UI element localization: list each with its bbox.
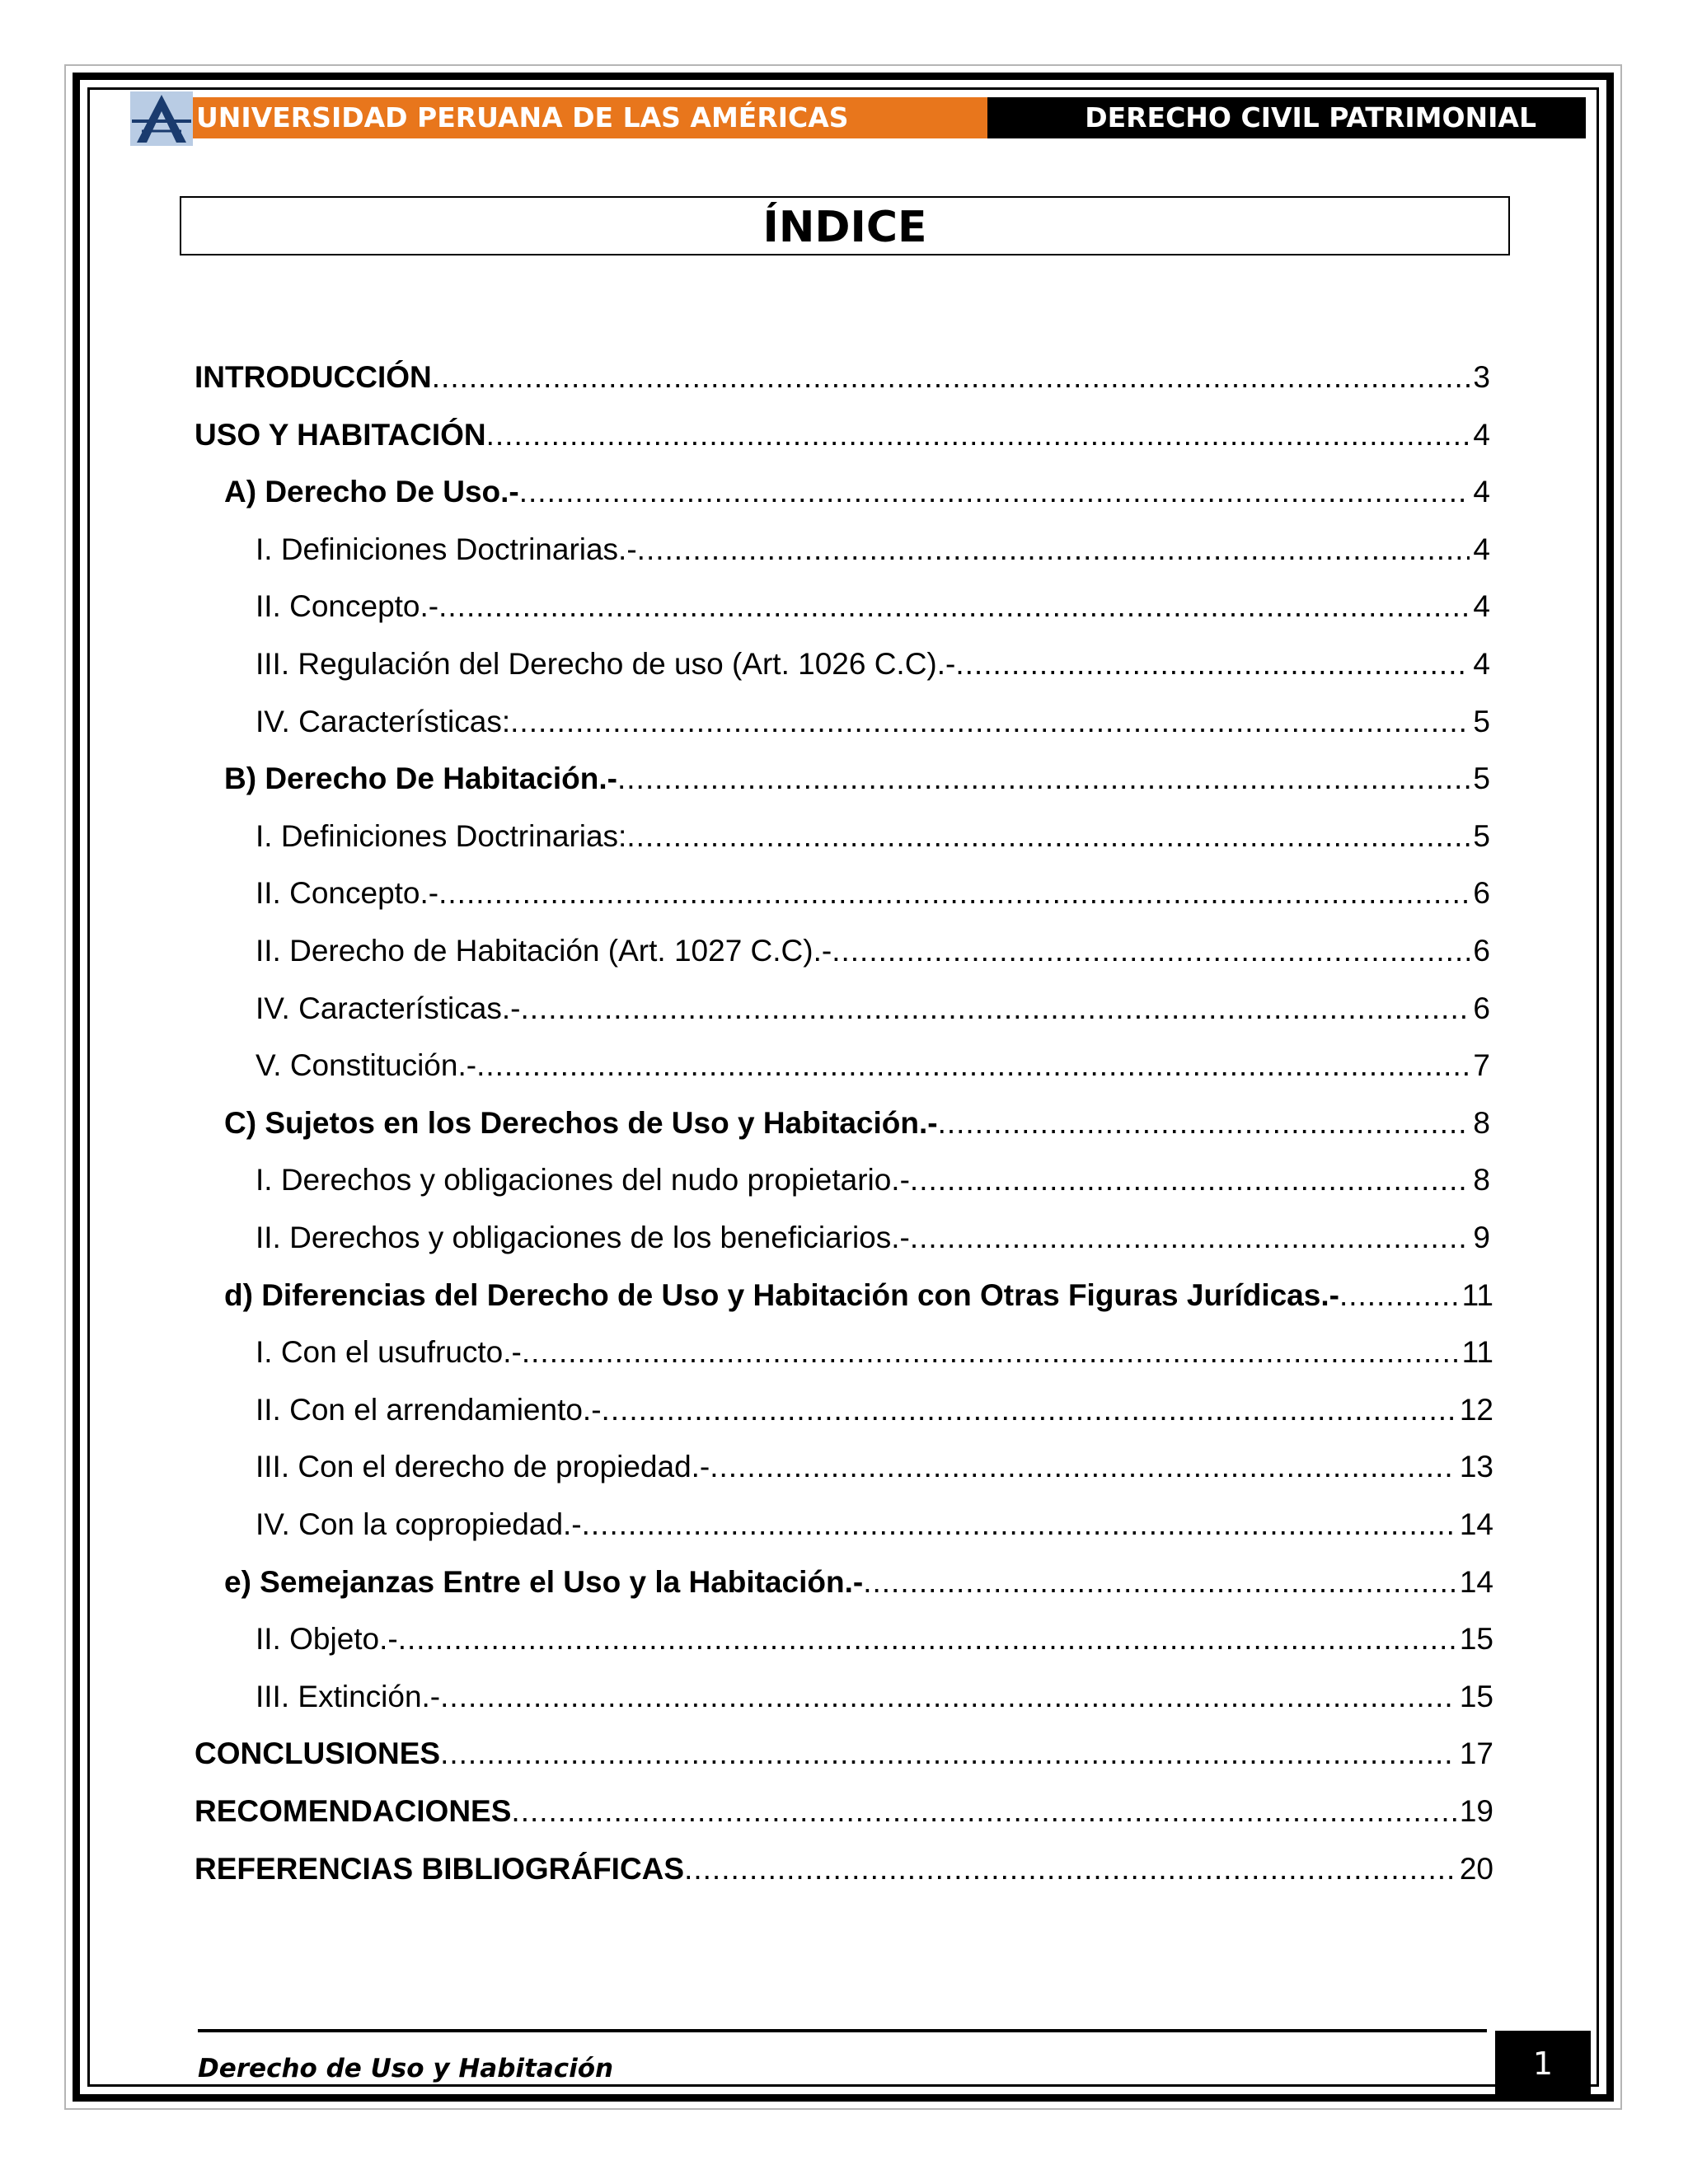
toc-entry-label: INTRODUCCIÓN xyxy=(195,360,432,394)
toc-leader-dots xyxy=(626,818,1470,855)
toc-entry xyxy=(195,338,1490,396)
header-course: DERECHO CIVIL PATRIMONIAL xyxy=(987,97,1586,138)
toc-entry-page: 6 xyxy=(1473,991,1490,1025)
toc-entry xyxy=(195,1830,1493,1887)
toc-entry-label: IV. Características.- xyxy=(256,991,521,1025)
toc-leader-dots xyxy=(617,761,1470,797)
toc-entry-label: C) Sujetos en los Derechos de Uso y Habitación.- xyxy=(224,1106,938,1140)
footer-doc-title: Derecho de Uso y Habitación xyxy=(198,2054,614,2083)
toc-entry xyxy=(256,1026,1490,1084)
header-university: UNIVERSIDAD PERUANA DE LAS AMÉRICAS xyxy=(193,97,987,138)
toc-entry-page: 3 xyxy=(1473,360,1490,394)
toc-entry-page: 13 xyxy=(1459,1450,1493,1483)
toc-entry-label: III. Regulación del Derecho de uso (Art. 1026 C.C).- xyxy=(256,647,956,681)
toc-leader-dots xyxy=(637,532,1470,568)
toc-leader-dots xyxy=(910,1220,1470,1256)
toc-entry-label: I. Definiciones Doctrinarias.- xyxy=(256,532,637,566)
toc-leader-dots xyxy=(438,875,1470,912)
page-title: ÍNDICE xyxy=(180,196,1510,255)
toc-entry xyxy=(195,396,1490,453)
toc-entry-label: IV. Con la copropiedad.- xyxy=(256,1507,582,1541)
toc-leader-dots xyxy=(432,359,1470,396)
toc-entry xyxy=(256,510,1490,568)
toc-leader-dots xyxy=(863,1564,1456,1601)
toc-entry-page: 4 xyxy=(1473,418,1490,452)
toc-entry-page: 8 xyxy=(1473,1163,1490,1197)
toc-leader-dots xyxy=(511,1793,1456,1830)
toc-leader-dots xyxy=(910,1162,1470,1198)
toc-entry-label: I. Derechos y obligaciones del nudo propietario.- xyxy=(256,1163,910,1197)
toc-leader-dots xyxy=(522,1334,1459,1371)
toc-entry-label: II. Derechos y obligaciones de los beneficiarios.- xyxy=(256,1221,910,1254)
toc-leader-dots xyxy=(938,1105,1470,1141)
toc-entry-label: d) Diferencias del Derecho de Uso y Habitación con Otras Figuras Jurídicas.- xyxy=(224,1278,1339,1312)
toc-entry xyxy=(256,912,1490,969)
toc-entry-label: II. Objeto.- xyxy=(256,1622,398,1656)
toc-entry-page: 4 xyxy=(1473,647,1490,681)
toc-entry-label: V. Constitución.- xyxy=(256,1048,477,1082)
toc-entry-page: 5 xyxy=(1473,705,1490,738)
toc-entry xyxy=(256,625,1490,682)
toc-entry-label: II. Con el arrendamiento.- xyxy=(256,1393,602,1427)
toc-entry xyxy=(195,1714,1493,1772)
toc-entry-page: 8 xyxy=(1473,1106,1490,1140)
toc-leader-dots xyxy=(440,1679,1456,1715)
toc-entry xyxy=(256,854,1490,912)
toc-entry-page: 11 xyxy=(1461,1278,1493,1312)
toc-entry-label: I. Definiciones Doctrinarias: xyxy=(256,819,627,853)
toc-leader-dots xyxy=(476,1047,1470,1084)
toc-entry-label: III. Con el derecho de propiedad.- xyxy=(256,1450,710,1483)
toc-entry-label: II. Concepto.- xyxy=(256,876,439,910)
toc-entry xyxy=(256,1313,1493,1371)
toc-entry-label: IV. Características: xyxy=(256,705,511,738)
toc-entry-label: USO Y HABITACIÓN xyxy=(195,418,486,452)
toc-leader-dots xyxy=(510,704,1470,740)
toc-leader-dots xyxy=(486,417,1470,453)
toc-entry xyxy=(256,797,1490,855)
toc-entry-page: 14 xyxy=(1459,1565,1493,1599)
toc-entry-page: 9 xyxy=(1473,1221,1490,1254)
toc-entry-label: CONCLUSIONES xyxy=(195,1736,441,1770)
toc-leader-dots xyxy=(519,474,1470,510)
toc-entry-label: RECOMENDACIONES xyxy=(195,1794,512,1828)
toc-entry xyxy=(256,682,1490,740)
toc-entry-page: 6 xyxy=(1473,934,1490,968)
toc-entry xyxy=(256,1371,1493,1428)
toc-entry-page: 4 xyxy=(1473,589,1490,623)
toc-leader-dots xyxy=(582,1507,1456,1543)
toc-entry-page: 7 xyxy=(1473,1048,1490,1082)
toc-entry-label: III. Extinción.- xyxy=(256,1680,441,1713)
toc-entry-page: 14 xyxy=(1459,1507,1493,1541)
toc-entry xyxy=(256,1141,1490,1198)
toc-entry-page: 19 xyxy=(1459,1794,1493,1828)
toc-entry xyxy=(256,1600,1493,1657)
toc-entry xyxy=(256,1485,1493,1543)
toc-entry-page: 5 xyxy=(1473,819,1490,853)
toc-entry-page: 11 xyxy=(1461,1335,1493,1369)
upa-logo-icon xyxy=(130,91,193,146)
toc-entry xyxy=(224,739,1490,797)
toc-entry-page: 12 xyxy=(1459,1393,1493,1427)
toc-entry-label: II. Concepto.- xyxy=(256,589,439,623)
toc-entry xyxy=(224,452,1490,510)
toc-entry-page: 4 xyxy=(1473,532,1490,566)
toc-entry xyxy=(256,1427,1493,1485)
toc-entry-label: e) Semejanzas Entre el Uso y la Habitación.- xyxy=(224,1565,864,1599)
footer-divider xyxy=(198,2029,1487,2032)
toc-entry xyxy=(256,1198,1490,1256)
toc-entry-page: 4 xyxy=(1473,475,1490,509)
toc-entry-page: 17 xyxy=(1459,1736,1493,1770)
toc-entry-page: 15 xyxy=(1459,1622,1493,1656)
toc-entry-page: 6 xyxy=(1473,876,1490,910)
toc-leader-dots xyxy=(520,991,1470,1027)
toc-entry-label: B) Derecho De Habitación.- xyxy=(224,762,617,795)
page-number: 1 xyxy=(1495,2031,1591,2097)
toc-leader-dots xyxy=(398,1621,1456,1657)
toc-leader-dots xyxy=(438,588,1470,625)
toc-entry xyxy=(256,969,1490,1027)
toc-entry xyxy=(256,1657,1493,1715)
toc-leader-dots xyxy=(832,933,1470,969)
toc-entry xyxy=(224,1543,1493,1601)
toc-leader-dots xyxy=(1339,1277,1459,1314)
toc-entry-label: REFERENCIAS BIBLIOGRÁFICAS xyxy=(195,1852,685,1886)
toc-entry-label: II. Derecho de Habitación (Art. 1027 C.C).- xyxy=(256,934,832,968)
toc-leader-dots xyxy=(955,646,1470,682)
toc-entry xyxy=(224,1256,1493,1314)
toc-leader-dots xyxy=(602,1392,1456,1428)
toc-entry xyxy=(224,1084,1490,1141)
toc-entry xyxy=(195,1772,1493,1830)
toc-entry-page: 20 xyxy=(1459,1852,1493,1886)
toc-entry-label: A) Derecho De Uso.- xyxy=(224,475,519,509)
toc-entry-page: 15 xyxy=(1459,1680,1493,1713)
toc-leader-dots xyxy=(440,1736,1456,1772)
toc-leader-dots xyxy=(684,1851,1456,1887)
toc-entry-page: 5 xyxy=(1473,762,1490,795)
toc-entry xyxy=(256,567,1490,625)
toc-leader-dots xyxy=(710,1449,1456,1485)
toc-entry-label: I. Con el usufructo.- xyxy=(256,1335,522,1369)
